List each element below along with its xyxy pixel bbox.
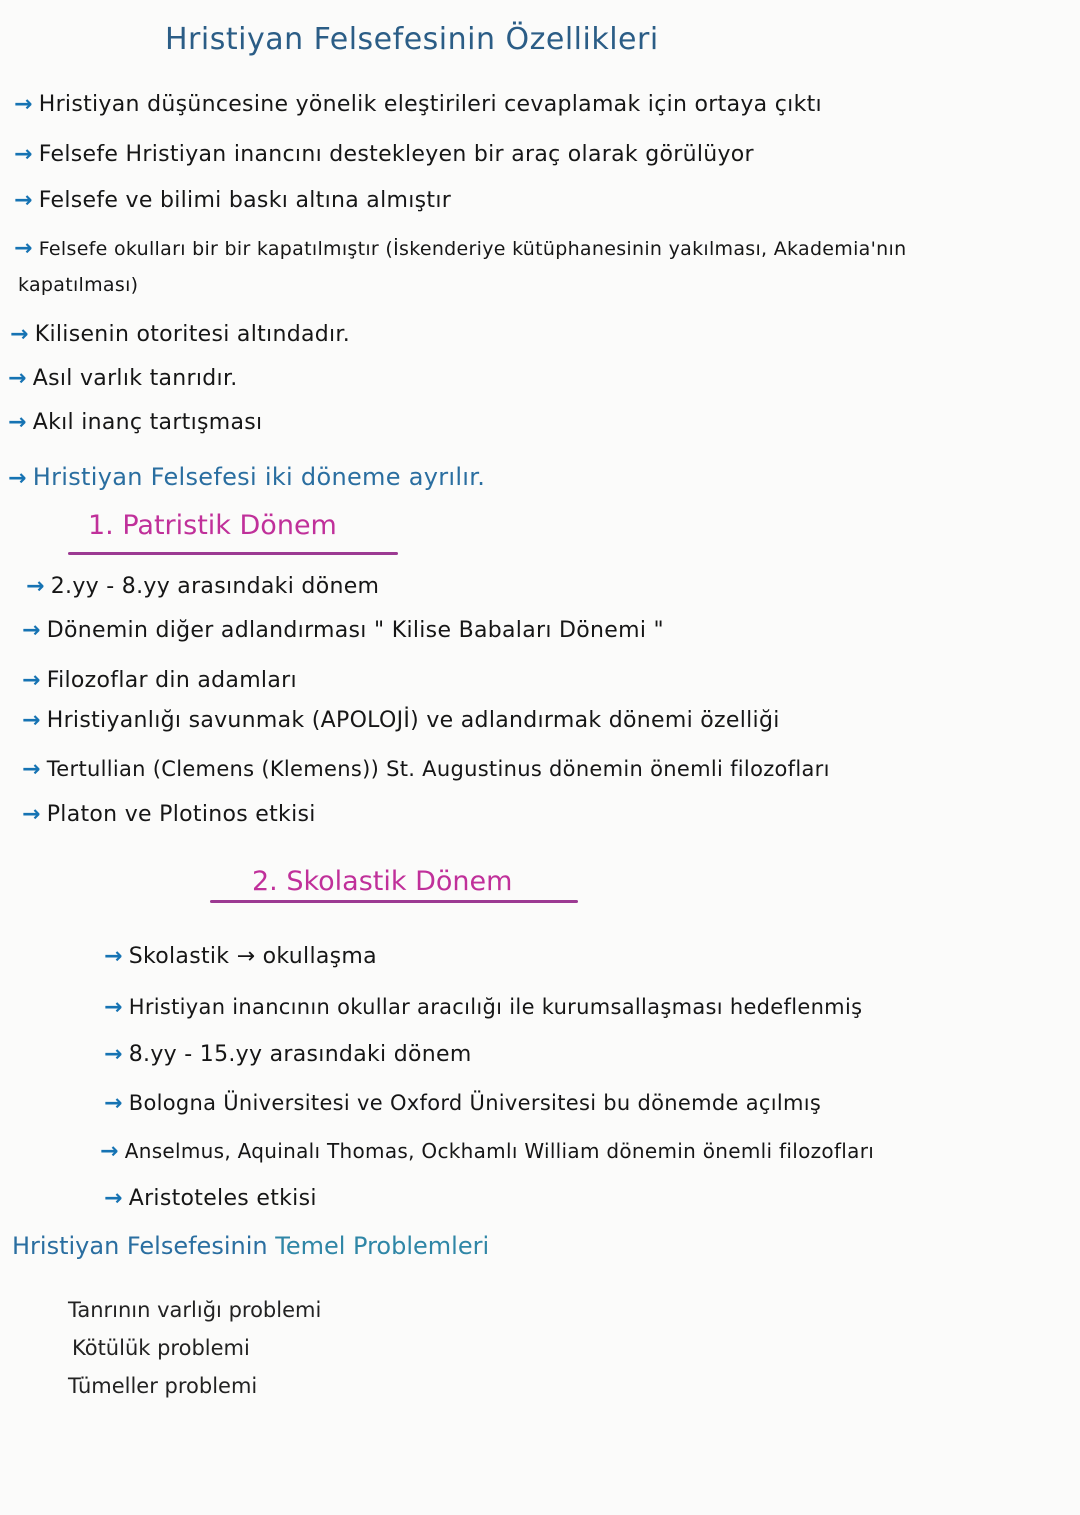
problem-item: Kötülük problemi	[72, 1336, 250, 1360]
problem-item: Tanrının varlığı problemi	[68, 1298, 322, 1322]
skolastik-item-text: Hristiyan inancının okullar aracılığı ile kurumsallaşması hedeflenmiş	[128, 995, 863, 1019]
feature-text: Felsefe ve bilimi baskı altına almıştır	[38, 188, 452, 213]
patristik-item	[22, 668, 297, 694]
page-title: Hristiyan Felsefesinin Özellikleri	[165, 22, 659, 57]
skolastik-heading: 2. Skolastik Dönem	[252, 866, 513, 897]
feature-text: kapatılması)	[18, 274, 139, 296]
feature-item	[14, 236, 906, 262]
skolastik-item	[100, 1138, 874, 1165]
feature-text: Felsefe Hristiyan inancını destekleyen bir araç olarak görülüyor	[38, 142, 754, 167]
skolastik-item	[104, 1090, 821, 1117]
feature-text: Kilisenin otoritesi altındadır.	[34, 322, 351, 347]
arrow-right-icon: →	[22, 618, 41, 643]
skolastik-item-text: Skolastik → okullaşma	[128, 944, 377, 969]
skolastik-item-text: Aristoteles etkisi	[128, 1186, 317, 1211]
feature-text: Felsefe okulları bir bir kapatılmıştır (İskenderiye kütüphanesinin yakılması, Akademia'nın	[38, 238, 907, 260]
arrow-right-icon: →	[8, 410, 27, 435]
patristik-item-text: Platon ve Plotinos etkisi	[46, 802, 316, 827]
feature-item	[14, 188, 451, 214]
arrow-right-icon: →	[14, 92, 33, 117]
feature-text: Hristiyan düşüncesine yönelik eleştirileri cevaplamak için ortaya çıktı	[38, 92, 822, 117]
feature-text: Akıl inanç tartışması	[32, 410, 263, 435]
arrow-right-icon: →	[8, 466, 27, 491]
arrow-right-icon: →	[26, 574, 45, 599]
skolastik-item	[104, 994, 862, 1021]
skolastik-item-text: Bologna Üniversitesi ve Oxford Üniversitesi bu dönemde açılmış	[128, 1091, 822, 1115]
arrow-right-icon: →	[10, 322, 29, 347]
problems-heading-part2: Temel Problemleri	[275, 1232, 490, 1260]
feature-item	[8, 366, 238, 392]
feature-text: Asıl varlık tanrıdır.	[32, 366, 238, 391]
arrow-right-icon: →	[104, 944, 123, 969]
problems-heading	[12, 1232, 489, 1260]
patristik-item-text: Dönemin diğer adlandırması " Kilise Babaları Dönemi "	[46, 618, 664, 643]
problem-item: Tümeller problemi	[68, 1374, 258, 1398]
arrow-right-icon: →	[104, 1042, 123, 1067]
feature-item	[14, 92, 822, 118]
skolastik-item	[104, 944, 377, 970]
arrow-right-icon: →	[22, 668, 41, 693]
patristik-underline	[68, 552, 398, 555]
arrow-right-icon: →	[22, 757, 41, 782]
patristik-item	[22, 708, 780, 734]
skolastik-underline	[210, 900, 578, 903]
arrow-right-icon: →	[14, 236, 33, 261]
patristik-item-text: Filozoflar din adamları	[46, 668, 297, 693]
patristik-item-text: Tertullian (Clemens (Klemens)) St. Augustinus dönemin önemli filozofları	[46, 757, 830, 781]
period-intro-text: Hristiyan Felsefesi iki döneme ayrılır.	[32, 463, 486, 491]
arrow-right-icon: →	[22, 708, 41, 733]
patristik-item-text: Hristiyanlığı savunmak (APOLOJİ) ve adlandırmak dönemi özelliği	[46, 708, 780, 733]
arrow-right-icon: →	[8, 366, 27, 391]
arrow-right-icon: →	[14, 142, 33, 167]
patristik-item	[22, 802, 316, 828]
patristik-item-text: 2.yy - 8.yy arasındaki dönem	[50, 574, 380, 599]
patristik-item	[26, 574, 379, 600]
feature-item-continued	[18, 272, 138, 298]
skolastik-item-text: 8.yy - 15.yy arasındaki dönem	[128, 1042, 472, 1067]
feature-item	[10, 322, 350, 348]
skolastik-item	[104, 1186, 317, 1212]
problems-heading-part1: Hristiyan Felsefesinin	[12, 1232, 268, 1260]
patristik-item	[22, 618, 664, 644]
arrow-right-icon: →	[14, 188, 33, 213]
skolastik-item	[104, 1042, 472, 1068]
period-intro	[8, 464, 485, 492]
feature-item	[8, 410, 262, 436]
patristik-heading: 1. Patristik Dönem	[88, 510, 337, 541]
feature-item	[14, 142, 754, 168]
arrow-right-icon: →	[104, 1186, 123, 1211]
patristik-item	[22, 756, 830, 783]
skolastik-item-text: Anselmus, Aquinalı Thomas, Ockhamlı William dönemin önemli filozofları	[124, 1139, 875, 1163]
arrow-right-icon: →	[22, 802, 41, 827]
arrow-right-icon: →	[104, 995, 123, 1020]
arrow-right-icon: →	[100, 1139, 119, 1164]
arrow-right-icon: →	[104, 1091, 123, 1116]
